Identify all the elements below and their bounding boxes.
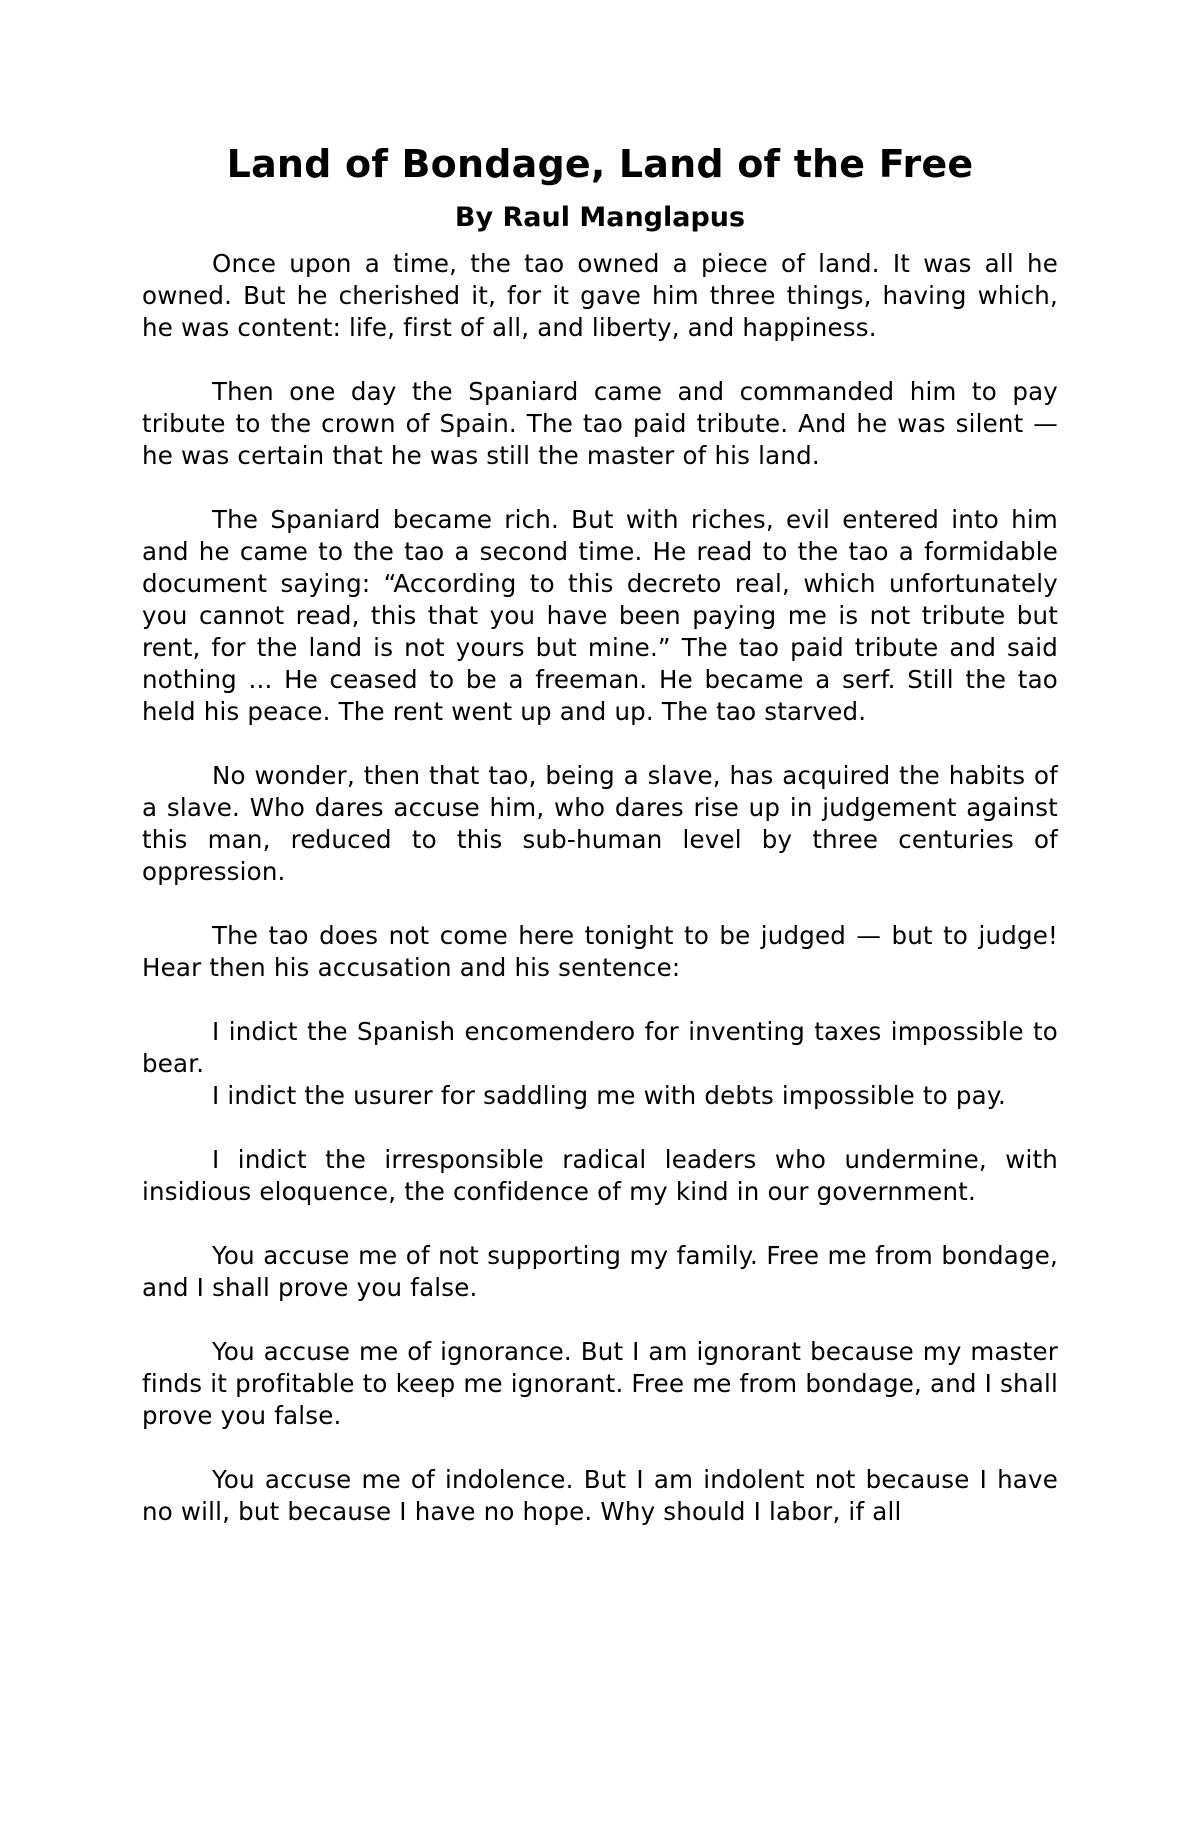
document-byline: By Raul Manglapus	[454, 202, 746, 233]
paragraph: The Spaniard became rich. But with riches, evil entered into him and he came to the tao a second time. He read to the tao a formidable document saying: “According to this decreto real, which unfortunately you cannot read, this that you have been paying me is not tribute but rent, for the land is not yours but mine.” The tao paid tribute and said nothing ... He ceased to be a freeman. He became a serf. Still the tao held his peace. The rent went up and up. The tao starved.	[142, 505, 1058, 726]
paragraph: No wonder, then that tao, being a slave, has acquired the habits of a slave. Who dares accuse him, who dares rise up in judgement against this man, reduced to this sub-human level by three centuries of oppression.	[142, 761, 1058, 886]
paragraph: The tao does not come here tonight to be judged — but to judge! Hear then his accusation and his sentence:	[142, 921, 1058, 982]
paragraph: Then one day the Spaniard came and commanded him to pay tribute to the crown of Spain. The tao paid tribute. And he was silent — he was certain that he was still the master of his land.	[142, 377, 1058, 470]
document-title: Land of Bondage, Land of the Free	[226, 142, 974, 186]
paragraph: You accuse me of ignorance. But I am ignorant because my master finds it profitable to keep me ignorant. Free me from bondage, and I shall prove you false.	[142, 1337, 1058, 1430]
paragraph: I indict the usurer for saddling me with debts impossible to pay.	[212, 1081, 1007, 1110]
paragraph: I indict the Spanish encomendero for inventing taxes impossible to bear.	[142, 1017, 1058, 1078]
paragraph: You accuse me of not supporting my family. Free me from bondage, and I shall prove you false.	[142, 1241, 1058, 1302]
paragraph: Once upon a time, the tao owned a piece of land. It was all he owned. But he cherished it, for it gave him three things, having which, he was content: life, first of all, and liberty, and happiness.	[142, 249, 1058, 342]
paragraph: I indict the irresponsible radical leaders who undermine, with insidious eloquence, the confidence of my kind in our government.	[142, 1145, 1058, 1206]
paragraph: You accuse me of indolence. But I am indolent not because I have no will, but because I have no hope. Why should I labor, if all	[142, 1465, 1058, 1526]
document-body	[142, 138, 1058, 1528]
